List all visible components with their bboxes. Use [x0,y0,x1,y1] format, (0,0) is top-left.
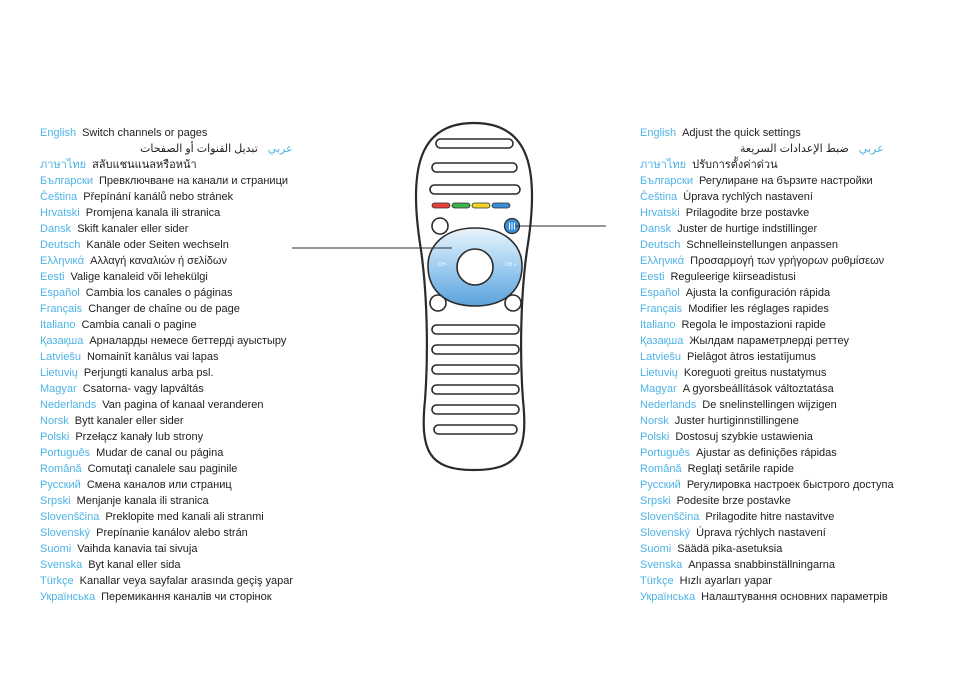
instruction-text: Perjungti kanalus arba psl. [83,367,214,379]
language-label: Suomi [40,543,72,555]
instruction-text: Арналарды немесе беттерді ауыстыру [89,335,287,347]
language-label: Português [40,447,91,459]
instruction-text: Pielāgot ātros iestatījumus [686,351,816,363]
ch-minus-label: CH - [438,262,449,268]
language-label: English [640,127,677,139]
instruction-text: Ajusta la configuración rápida [685,287,831,299]
language-label: Polski [640,431,670,443]
language-label: Nederlands [40,399,97,411]
language-label: Italiano [40,319,76,331]
language-label: Eesti [40,271,65,283]
language-label: Türkçe [640,575,674,587]
language-label: Қазақша [40,335,84,347]
color-button [432,203,450,208]
instruction-text: Регулировка настроек быстрого доступа [686,479,894,491]
language-label: Slovenský [640,527,691,539]
language-label: Latviešu [40,351,81,363]
instruction-text: ปรับการตั้งค่าด่วน [692,159,778,171]
language-label: ภาษาไทย [40,159,87,171]
instruction-text: Cambia los canales o páginas [85,287,233,299]
instruction-text: Dostosuj szybkie ustawienia [675,431,813,443]
language-label: Lietuvių [40,367,78,379]
language-label: Русский [40,479,81,491]
language-label: Dansk [640,223,672,235]
language-label: عربي [858,143,884,155]
ch-plus-label: CH + [505,262,517,268]
instruction-text: Reglaţi setările rapide [687,463,794,475]
instruction-text: Προσαρμογή των γρήγορων ρυθμίσεων [690,255,885,267]
instruction-text: A gyorsbeállítások változtatása [682,383,834,395]
instruction-text: Kanäle oder Seiten wechseln [86,239,229,251]
language-label: Slovenščina [40,511,100,523]
ok-button [457,249,493,285]
instruction-text: Nomainīt kanālus vai lapas [86,351,219,363]
instruction-text: Modifier les réglages rapides [688,303,829,315]
instruction-text: De snelinstellingen wijzigen [702,399,837,411]
instruction-text: Hızlı ayarları yapar [679,575,772,587]
instruction-text: Byt kanal eller sida [88,559,181,571]
instruction-text: Comutaţi canalele sau paginile [87,463,238,475]
instruction-text: Перемикання каналів чи сторінок [101,591,272,603]
instruction-text: Reguleerige kiirseadistusi [670,271,796,283]
instruction-text: Changer de chaîne ou de page [88,303,240,315]
language-label: Polski [40,431,70,443]
instruction-text: Смена каналов или страниц [86,479,232,491]
language-label: English [40,127,77,139]
instruction-text: Регулиране на бързите настройки [698,175,873,187]
language-label: Srpski [40,495,71,507]
instruction-text: Säädä pika-asetuksia [677,543,783,555]
language-label: Қазақша [640,335,684,347]
language-label: Deutsch [640,239,681,251]
instruction-text: Vaihda kanavia tai sivuja [77,543,198,555]
language-label: Русский [640,479,681,491]
instruction-text: Switch channels or pages [82,127,208,139]
language-label: Slovenščina [640,511,700,523]
instruction-text: Anpassa snabbinställningarna [688,559,835,571]
instruction-text: Juster de hurtige indstillinger [677,223,818,235]
instruction-text: Жылдам параметрлерді реттеу [689,335,850,347]
language-label: Dansk [40,223,72,235]
color-button [472,203,490,208]
color-button [492,203,510,208]
instruction-text: Preklopite med kanali ali stranmi [105,511,264,523]
instruction-text: Regola le impostazioni rapide [681,319,826,331]
language-label: Čeština [640,191,678,203]
language-label: Türkçe [40,575,74,587]
instruction-text: Přepínání kanálů nebo stránek [83,191,234,203]
language-label: Eesti [640,271,665,283]
instruction-text: Mudar de canal ou página [96,447,224,459]
language-label: Español [40,287,80,299]
language-label: Hrvatski [640,207,680,219]
instruction-text: Juster hurtiginnstillingene [674,415,799,427]
instruction-text: Cambia canali o pagine [81,319,197,331]
instruction-text: Promjena kanala ili stranica [85,207,221,219]
instruction-text: Налаштування основних параметрів [701,591,888,603]
language-label: Latviešu [640,351,681,363]
instruction-text: Skift kanaler eller sider [77,223,189,235]
language-label: Ελληνικά [40,255,85,267]
language-label: Українська [40,591,96,603]
instruction-text: Menjanje kanala ili stranica [76,495,209,507]
instruction-text: Adjust the quick settings [682,127,801,139]
instruction-text: تبديل القنوات أو الصفحات [140,143,258,155]
instruction-text: ضبط الإعدادات السريعة [740,143,849,155]
instruction-text: Valige kanaleid või lehekülgi [70,271,208,283]
instruction-text: Przełącz kanały lub strony [75,431,204,443]
language-label: Hrvatski [40,207,80,219]
language-label: Norsk [40,415,69,427]
language-label: Ελληνικά [640,255,685,267]
instruction-text: Prilagodite brze postavke [685,207,810,219]
instruction-text: Koreguoti greitus nustatymus [683,367,827,379]
language-label: Română [640,463,682,475]
language-label: Български [640,175,693,187]
language-label: Italiano [640,319,676,331]
language-label: Slovenský [40,527,91,539]
language-label: Nederlands [640,399,697,411]
language-label: Български [40,175,93,187]
language-label: Čeština [40,191,78,203]
language-label: Svenska [640,559,683,571]
color-button [452,203,470,208]
instruction-text: Превключване на канали и страници [98,175,289,187]
instruction-text: Schnelleinstellungen anpassen [686,239,839,251]
language-label: Українська [640,591,696,603]
language-label: ภาษาไทย [640,159,687,171]
language-label: عربي [267,143,293,155]
language-label: Română [40,463,82,475]
language-label: Deutsch [40,239,81,251]
instruction-text: Úprava rychlých nastavení [683,191,813,203]
language-label: Norsk [640,415,669,427]
instruction-text: สลับแชนแนลหรือหน้า [92,159,197,171]
instruction-text: Csatorna- vagy lapváltás [82,383,204,395]
instruction-text: Úprava rýchlych nastavení [696,527,826,539]
instruction-text: Podesite brze postavke [676,495,791,507]
instruction-text: Αλλαγή καναλιών ή σελίδων [90,255,228,267]
language-label: Suomi [640,543,672,555]
instruction-text: Prilagodite hitre nastavitve [705,511,835,523]
instruction-text: Prepínanie kanálov alebo strán [96,527,248,539]
language-label: Lietuvių [640,367,678,379]
language-label: Svenska [40,559,83,571]
language-label: Português [640,447,691,459]
instruction-text: Kanallar veya sayfalar arasında geçiş yapar [79,575,294,587]
language-label: Srpski [640,495,671,507]
language-label: Français [40,303,83,315]
instruction-text: Van pagina of kanaal veranderen [102,399,264,411]
instruction-text: Ajustar as definições rápidas [696,447,837,459]
language-label: Français [640,303,683,315]
language-label: Español [640,287,680,299]
instruction-text: Bytt kanaler eller sider [74,415,184,427]
language-label: Magyar [40,383,77,395]
language-label: Magyar [640,383,677,395]
